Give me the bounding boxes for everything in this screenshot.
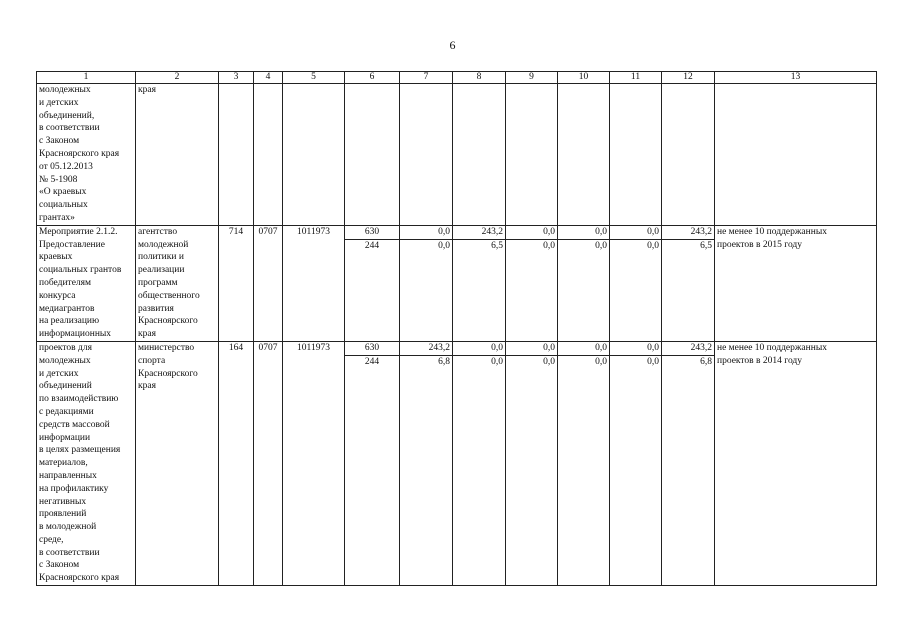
cell-c2: агентство молодежной политики и реализации программ общественного развития Красноярского края: [136, 225, 219, 341]
cell-c7: [400, 341, 453, 585]
amount-value: 0,0: [506, 226, 557, 240]
table-row: [37, 341, 877, 585]
amount-value: 244: [364, 356, 380, 367]
column-header: 9: [506, 72, 558, 84]
cell-c5: [283, 84, 345, 226]
cell-c13: [715, 84, 877, 226]
page-number: 6: [449, 38, 456, 52]
budget-table: [36, 71, 877, 586]
column-header: 5: [283, 72, 345, 84]
amount-value: 0,0: [610, 342, 661, 356]
amount-value: 0,0: [506, 342, 557, 356]
amount-value: 0,0: [438, 240, 450, 251]
amount-value: 630: [345, 226, 399, 240]
amount-value: 0,0: [647, 356, 659, 367]
cell-c9: [506, 341, 558, 585]
amount-value: 243,2: [662, 226, 714, 240]
amount-value: 0,0: [595, 240, 607, 251]
column-header: 4: [254, 72, 283, 84]
cell-c8: [453, 341, 506, 585]
cell-c3: 714: [219, 225, 254, 341]
amount-value: 0,0: [558, 342, 609, 356]
amount-value: 0,0: [595, 356, 607, 367]
amount-value: 0,0: [543, 240, 555, 251]
amount-value: 0,0: [647, 240, 659, 251]
amount-value: 6,5: [700, 240, 712, 251]
cell-c12: [662, 225, 715, 341]
column-header: 11: [610, 72, 662, 84]
column-header: 12: [662, 72, 715, 84]
cell-c4: [254, 84, 283, 226]
cell-c5: 1011973: [283, 341, 345, 585]
amount-value: 243,2: [662, 342, 714, 356]
cell-c13: не менее 10 поддержанных проектов в 2014 году: [715, 341, 877, 585]
cell-c11: [610, 225, 662, 341]
amount-value: 0,0: [610, 226, 661, 240]
cell-c4: 0707: [254, 341, 283, 585]
cell-c12: [662, 84, 715, 226]
header-row: [37, 72, 877, 84]
column-header: 7: [400, 72, 453, 84]
amount-value: 0,0: [453, 342, 505, 356]
amount-value: 243,2: [453, 226, 505, 240]
cell-c9: [506, 84, 558, 226]
cell-c6: [345, 84, 400, 226]
cell-c10: [558, 225, 610, 341]
amount-value: 0,0: [491, 356, 503, 367]
cell-c11: [610, 84, 662, 226]
cell-c2: края: [136, 84, 219, 226]
amount-value: 630: [345, 342, 399, 356]
cell-c7: [400, 225, 453, 341]
cell-c5: 1011973: [283, 225, 345, 341]
cell-c6: [345, 225, 400, 341]
cell-c3: 164: [219, 341, 254, 585]
cell-c8: [453, 225, 506, 341]
table-row: [37, 225, 877, 341]
cell-c2: министерство спорта Красноярского края: [136, 341, 219, 585]
column-header: 13: [715, 72, 877, 84]
amount-value: 244: [364, 240, 380, 251]
column-header: 10: [558, 72, 610, 84]
cell-c3: [219, 84, 254, 226]
cell-c4: 0707: [254, 225, 283, 341]
cell-c9: [506, 225, 558, 341]
cell-c10: [558, 341, 610, 585]
cell-c11: [610, 341, 662, 585]
cell-c1: проектов для молодежных и детских объединений по взаимодействию с редакциями средств массовой информации в целях размещения материалов, направленных на профилактику негативных проявлений в молодежной среде, в соответствии с Законом Красноярского края: [37, 341, 136, 585]
amount-value: 6,8: [438, 356, 450, 367]
column-header: 1: [37, 72, 136, 84]
cell-c10: [558, 84, 610, 226]
amount-value: 243,2: [400, 342, 452, 356]
amount-value: 0,0: [543, 356, 555, 367]
column-header: 3: [219, 72, 254, 84]
cell-c13: не менее 10 поддержанных проектов в 2015 году: [715, 225, 877, 341]
amount-value: 6,8: [700, 356, 712, 367]
table-row: [37, 84, 877, 226]
column-header: 2: [136, 72, 219, 84]
cell-c7: [400, 84, 453, 226]
amount-value: 0,0: [558, 226, 609, 240]
column-header: 8: [453, 72, 506, 84]
cell-c6: [345, 341, 400, 585]
cell-c1: молодежных и детских объединений, в соответствии с Законом Красноярского края от 05.12.2013 № 5-1908 «О краевых социальных грантах»: [37, 84, 136, 226]
cell-c12: [662, 341, 715, 585]
amount-value: 0,0: [400, 226, 452, 240]
cell-c1: Мероприятие 2.1.2. Предоставление краевых социальных грантов победителям конкурса медиагрантов на реализацию информационных: [37, 225, 136, 341]
cell-c8: [453, 84, 506, 226]
column-header: 6: [345, 72, 400, 84]
amount-value: 6,5: [491, 240, 503, 251]
